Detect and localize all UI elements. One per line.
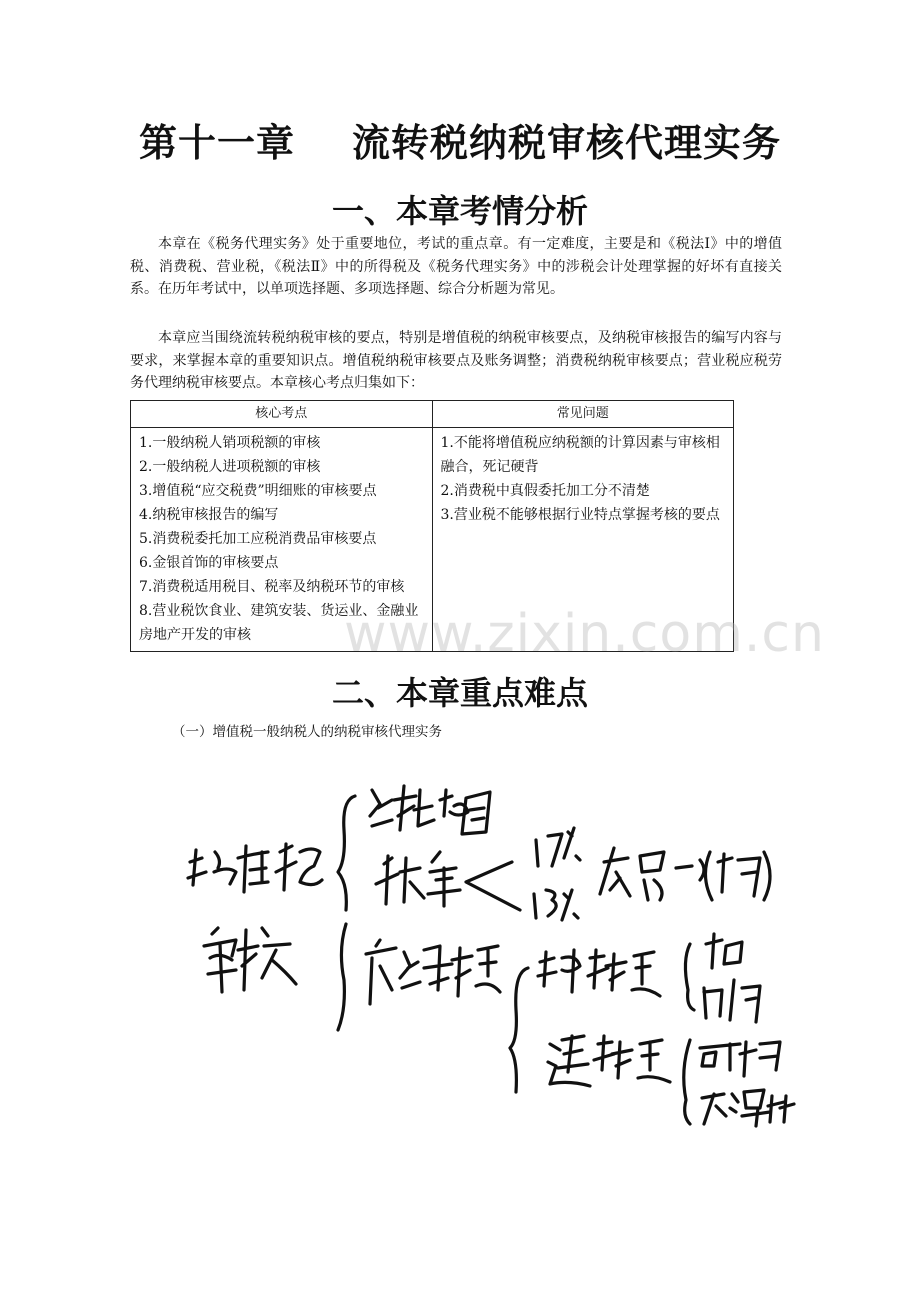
handwriting-jinxiangshuikuan: [548, 1036, 670, 1086]
common-issue-item: 1.不能将增值税应纳税额的计算因素与审核相融合，死记硬背: [440, 435, 720, 475]
common-issue-item: 3.营业税不能够根据行业特点掌握考核的要点: [440, 507, 720, 523]
section2-subtitle: （一）增值税一般纳税人的纳税审核代理实务: [172, 724, 442, 740]
handwriting-kedikou: [700, 1042, 780, 1076]
brace-main-bottom: [338, 924, 346, 1030]
rate-split-lines: [466, 862, 520, 910]
handwriting-shenhe: [204, 928, 296, 992]
handwriting-zengzhishui: [188, 844, 322, 892]
core-point-item: 1.一般纳税人销项税额的审核: [139, 435, 321, 451]
core-point-item: 8.营业税饮食业、建筑安装、货运业、金融业房地产开发的审核: [139, 603, 419, 643]
section1-paragraph2: 本章应当围绕流转税纳税审核的要点，特别是增值税的纳税审核要点，及纳税审核报告的编写内容与要求，来掌握本章的重要知识点。增值税纳税审核要点及账务调整；消费税纳税审核要点；营业税应税劳务代理纳税审核要点。本章核心考点归集如下：: [130, 330, 782, 391]
core-point-item: 5.消费税委托加工应税消费品审核要点: [139, 531, 377, 547]
handwriting-yingnashuikuan: [366, 940, 500, 1004]
bracket-deduction: [684, 1040, 690, 1124]
section1-title: 一、本章考情分析: [331, 192, 588, 230]
handwriting-nashuifanwei: [370, 786, 490, 834]
watermark: www.zixin.com.cn: [344, 604, 825, 664]
core-point-item: 6.金银首饰的审核要点: [139, 555, 279, 571]
brace-secondary: [510, 968, 528, 1092]
handwriting-xiaoxiangshuikuan: [538, 950, 660, 996]
bracket-time: [685, 944, 694, 1010]
handwriting-shuilv: [376, 852, 460, 906]
table-header-core-points: 核心考点: [131, 401, 433, 428]
section1-paragraph1: 本章在《税务代理实务》处于重要地位，考试的重点章。有一定难度，主要是和《税法Ⅰ》中的增值税、消费税、营业税，《税法Ⅱ》中的所得税及《税务代理实务》中的涉税会计处理掌握的好坏有直接关系。在历年考试中，以单项选择题、多项选择题、综合分析题为常见。: [130, 236, 782, 297]
core-point-item: 2.一般纳税人进项税额的审核: [139, 459, 321, 475]
brace-main-top: [338, 796, 355, 910]
handwriting-budedikou: [702, 1090, 794, 1126]
core-point-item: 4.纳税审核报告的编写: [139, 507, 279, 523]
handwriting-shijian: [704, 934, 760, 1022]
handwriting-nongchanpin: [600, 848, 770, 900]
core-point-item: 7.消费税适用税目、税率及纳税环节的审核: [139, 579, 405, 595]
common-issue-item: 2.消费税中真假委托加工分不清楚: [440, 483, 650, 499]
handwriting-17-percent: [536, 828, 580, 866]
section2-title: 二、本章重点难点: [331, 674, 588, 712]
chapter-title: 第十一章 流转税纳税审核代理实务: [139, 121, 781, 165]
core-point-item: 3.增值税“应交税费”明细账的审核要点: [139, 483, 377, 499]
table-header-common-issues: 常见问题: [432, 401, 734, 428]
handwriting-13-percent: [534, 890, 578, 920]
